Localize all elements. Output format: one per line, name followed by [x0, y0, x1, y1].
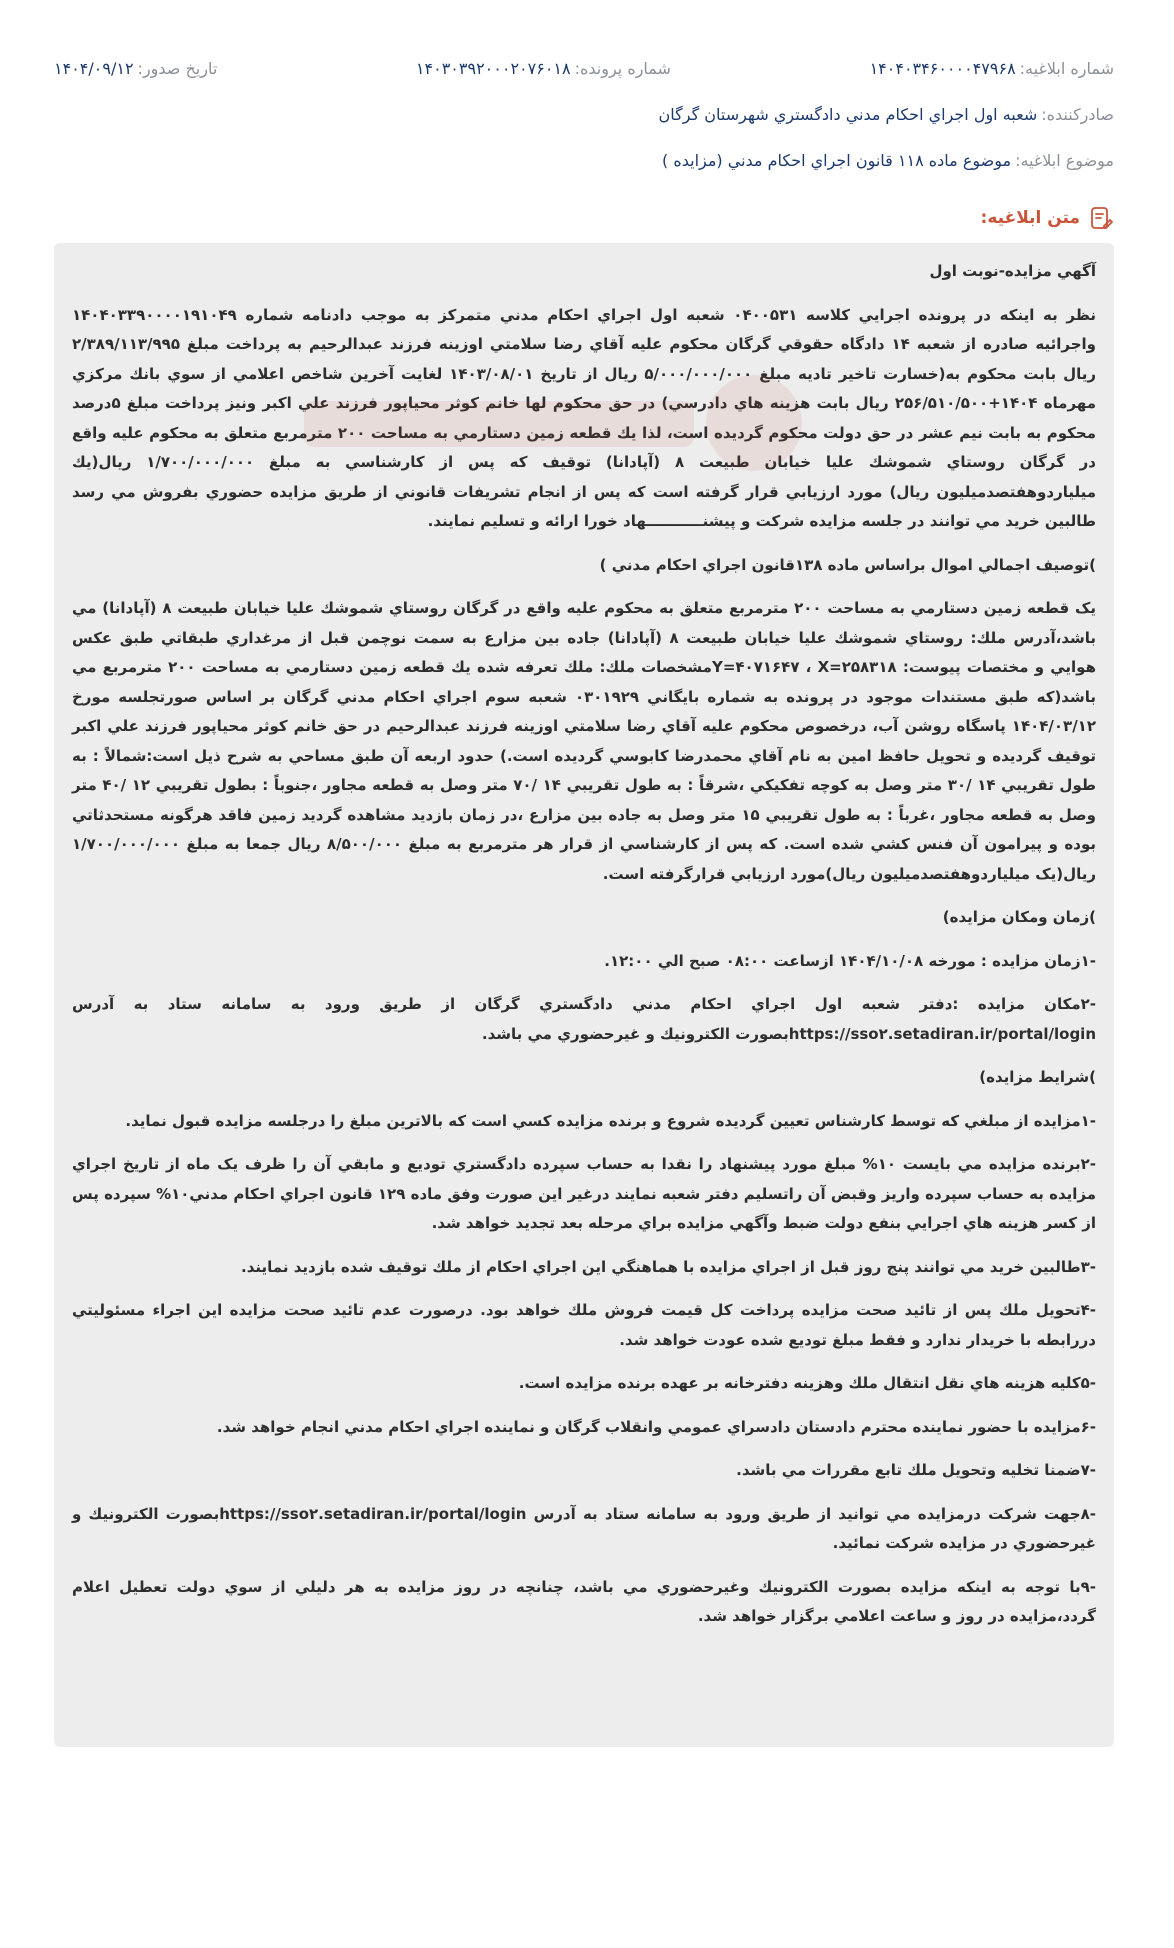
notice-paragraph: )زمان ومكان مزايده)	[942, 908, 1096, 926]
subject-label: موضوع ابلاغیه:	[1015, 150, 1114, 170]
notice-paragraph: -۱زمان مزايده : مورخه ۱۴۰۴/۱۰/۰۸ ازساعت ۰۸:۰۰ صبح الي ۱۲:۰۰.	[604, 951, 1096, 970]
notice-paragraph: -۶مزايده با حضور نماينده محترم دادستان دادسراي عمومي وانقلاب گرگان و نماينده اجراي احكام مدني انجام خواهد شد.	[216, 1417, 1096, 1436]
header-meta-row	[54, 53, 1114, 83]
issue-date-value: ۱۴۰۴/۰۹/۱۲	[54, 58, 134, 78]
notice-number-label: شماره ابلاغیه:	[1019, 58, 1114, 78]
notice-number-value: ۱۴۰۴۰۳۴۶۰۰۰۰۴۷۹۶۸	[869, 58, 1016, 78]
notice-text-heading	[54, 203, 1114, 233]
file-number	[416, 59, 671, 78]
notice-body-box	[54, 243, 1114, 1747]
notice-paragraph: -۸جهت شركت درمزايده مي توانيد از طريق ورود به سامانه ستاد به آدرس https://sso۲.setadiran.ir/portal/loginبصورت الكترونيك و غيرحضوري در مزايده شركت نمائيد.	[72, 1504, 1096, 1552]
subject-value: موضوع ماده ۱۱۸ قانون اجراي احكام مدني (مزايده )	[662, 150, 1012, 170]
file-number-label: شماره پرونده:	[574, 58, 671, 78]
document-edit-icon	[1088, 205, 1114, 231]
file-number-value: ۱۴۰۳۰۳۹۲۰۰۰۲۰۷۶۰۱۸	[415, 58, 571, 78]
notice-page	[0, 53, 1174, 1948]
issuer-row	[54, 99, 1114, 129]
notice-paragraph: -۴تحويل ملك پس از تائيد صحت مزايده پرداخت كل قيمت فروش ملك خواهد بود. درصورت عدم تائيد صحت مزايده اين اجراء مسئوليتي دررابطه با خريدار ندارد و فقط مبلغ توديع شده عودت خواهد شد.	[72, 1301, 1096, 1349]
notice-paragraph: نظر به اينكه در پرونده اجرايي كلاسه ۰۴۰۰۵۳۱ شعبه اول اجراي احكام مدني متمركز به موجب دادنامه شماره ۱۴۰۴۰۳۳۹۰۰۰۰۱۹۱۰۴۹ واجرائيه صادره از شعبه ۱۴ دادگاه حقوقي گرگان محكوم عليه آقاي رضا سلامتي اوزينه فرزند عبدالرحيم به پرداخت مبلغ ۲/۳۸۹/۱۱۳/۹۹۵ ريال بابت محكوم به(خسارت تاخير تاديه مبلغ ۵/۰۰۰/۰۰۰/۰۰۰ ريال از تاريخ ۱۴۰۳/۰۸/۰۱ لغايت آخرين شاخص اعلامي از سوي بانك مركزي مهرماه ۱۴۰۴+۲۵۶/۵۱۰/۵۰۰ ريال بابت هزينه هاي دادرسي) در حق محكوم لها خانم كوثر محياپور فرزند علي اكبر ونيز پرداخت مبلغ ۵درصد محكوم به بابت نيم عشر در حق دولت محكوم گرديده است، لذا يك قطعه زمين دستارمي به مساحت ۲۰۰ مترمربع متعلق به محكوم عليه واقع در گرگان روستاي شموشك عليا خيابان طبيعت ۸ (آپادانا) توقيف كه پس از كارشناسي به مبلغ ۱/۷۰۰/۰۰۰/۰۰۰ ريال(يك ميلياردوهفتصدميليون ريال) مورد ارزيابي قرار گرفته است كه پس از انجام تشريفات قانوني از طريق مزايده حضوري بفروش مي رسد طالبين خريد مي توانند در جلسه مزايده شركت و پيشنـــــــــــهاد خورا ارائه و تسليم نمايند.	[72, 305, 1097, 530]
notice-paragraph: -۲برنده مزايده مي بايست ۱۰% مبلغ مورد پيشنهاد را نقدا به حساب سپرده دادگستري توديع و مابقي آن را ظرف يک ماه از تاريخ اجراي مزايده به حساب سپرده واريز وقبض آن راتسليم دفتر شعبه نمايند درغير اين صورت وفق ماده ۱۲۹ قانون اجراي احكام مدني۱۰% سپرده پس از كسر هزينه هاي اجرايي بنفع دولت ضبط وآگهي مزايده براي مرحله بعد تجديد خواهد شد.	[72, 1155, 1097, 1232]
notice-paragraph: يک قطعه زمين دستارمي به مساحت ۲۰۰ مترمربع متعلق به محكوم عليه واقع در گرگان روستاي شموشك عليا خيابان طبيعت ۸ (آپادانا) مي باشد،آدرس ملك: روستاي شموشك عليا خيابان طبيعت ۸ (آپادانا) جاده بين مزارع به سمت نوچمن قبل از مرغداري طبقاتي طبق عكس هوايي و مختصات پيوست: Y=۴۰۷۱۶۴۷ ، X=۲۵۸۳۱۸مشخصات ملك: ملك تعرفه شده يك قطعه زمين دستارمي به مساحت ۲۰۰ مترمربع مي باشد(كه طبق مستندات موجود در پرونده به شماره بايگاني ۰۳۰۱۹۲۹ شعبه سوم اجراي احكام مدني گرگان بر اساس صورتجلسه مورخ ۱۴۰۴/۰۳/۱۲ پاسگاه روشن آب، درخصوص محكوم عليه آقاي رضا سلامتي اوزينه فرزند عبدالرحيم در حق خانم كوثر محياپور فرزند علي اكبر توقيف گرديده و تحويل حافظ امين به نام آقاي محمدرضا كابوسي گرديده است.) حدود اربعه آن طبق مساحي به شرح ذيل است:شمالاً : به طول تقريبي ۱۴ /۳۰ متر وصل به كوچه تفكيكي ،شرقاً : به طول تقريبي ۱۴ /۷۰ متر وصل به قطعه مجاور ،جنوباً : بطول تقريبي ۱۲ /۴۰ متر وصل به قطعه مجاور ،غرباً : به طول تقريبي ۱۵ متر وصل به جاده بين مزارع ،در زمان بازديد مشاهده گرديد زمين فاقد هرگونه مستحدثاتي بوده و پيرامون آن فنس كشي شده است. كه پس از كارشناسي از قرار هر مترمربع به مبلغ ۸/۵۰۰/۰۰۰ ريال جمعا به مبلغ ۱/۷۰۰/۰۰۰/۰۰۰ ريال(يک ميلياردوهفتصدميليون ريال)مورد ارزيابي قرارگرفته است.	[72, 599, 1097, 883]
notice-paragraph: )شرايط مزايده)	[979, 1068, 1096, 1086]
notice-paragraph: -۵كليه هزينه هاي نقل انتقال ملك وهزينه دفترخانه بر عهده برنده مزايده است.	[518, 1374, 1096, 1392]
issuer-label: صادرکننده:	[1041, 104, 1114, 124]
issuer-value: شعبه اول اجراي احكام مدني دادگستري شهرستان گرگان	[658, 104, 1038, 124]
issue-date-label: تاریخ صدور:	[137, 58, 218, 78]
subject-row	[54, 145, 1114, 175]
issue-date	[54, 59, 217, 78]
notice-paragraph: )توصيف اجمالي اموال براساس ماده ۱۳۸قانون اجراي احكام مدني )	[599, 555, 1096, 574]
notice-paragraphs	[72, 257, 1096, 1632]
notice-text-title: متن ابلاغیه:	[980, 208, 1080, 228]
notice-paragraph: -۲مكان مزايده :دفتر شعبه اول اجراي احكام مدني دادگستري گرگان از طريق ورود به سامانه ستاد به آدرس https://sso۲.setadiran.ir/portal/loginبصورت الكترونيك و غيرحضوري مي باشد.	[72, 995, 1096, 1043]
notice-paragraph: -۳طالبين خريد مي توانند پنج روز قبل از اجراي مزايده با هماهنگي اين اجراي احكام از ملك توقيف شده بازديد نمايند.	[241, 1257, 1096, 1276]
notice-paragraph: -۹با توجه به اينكه مزايده بصورت الكترونيك وغيرحضوري مي باشد، چنانچه در روز مزايده به هر دليلي از سوي دولت تعطيل اعلام گردد،مزايده در روز و ساعت اعلامي برگزار خواهد شد.	[72, 1577, 1096, 1625]
notice-paragraph: -۷ضمنا تخليه وتحويل ملك تابع مقررات مي باشد.	[736, 1461, 1096, 1479]
notice-heading: آگهي مزايده-نوبت اول	[929, 262, 1096, 280]
notice-paragraph: -۱مزايده از مبلغي كه توسط كارشناس تعيين گرديده شروع و برنده مزايده كسي است كه بالاترين مبلغ را درجلسه مزايده قبول نمايد.	[125, 1111, 1096, 1130]
notice-number	[870, 59, 1114, 78]
